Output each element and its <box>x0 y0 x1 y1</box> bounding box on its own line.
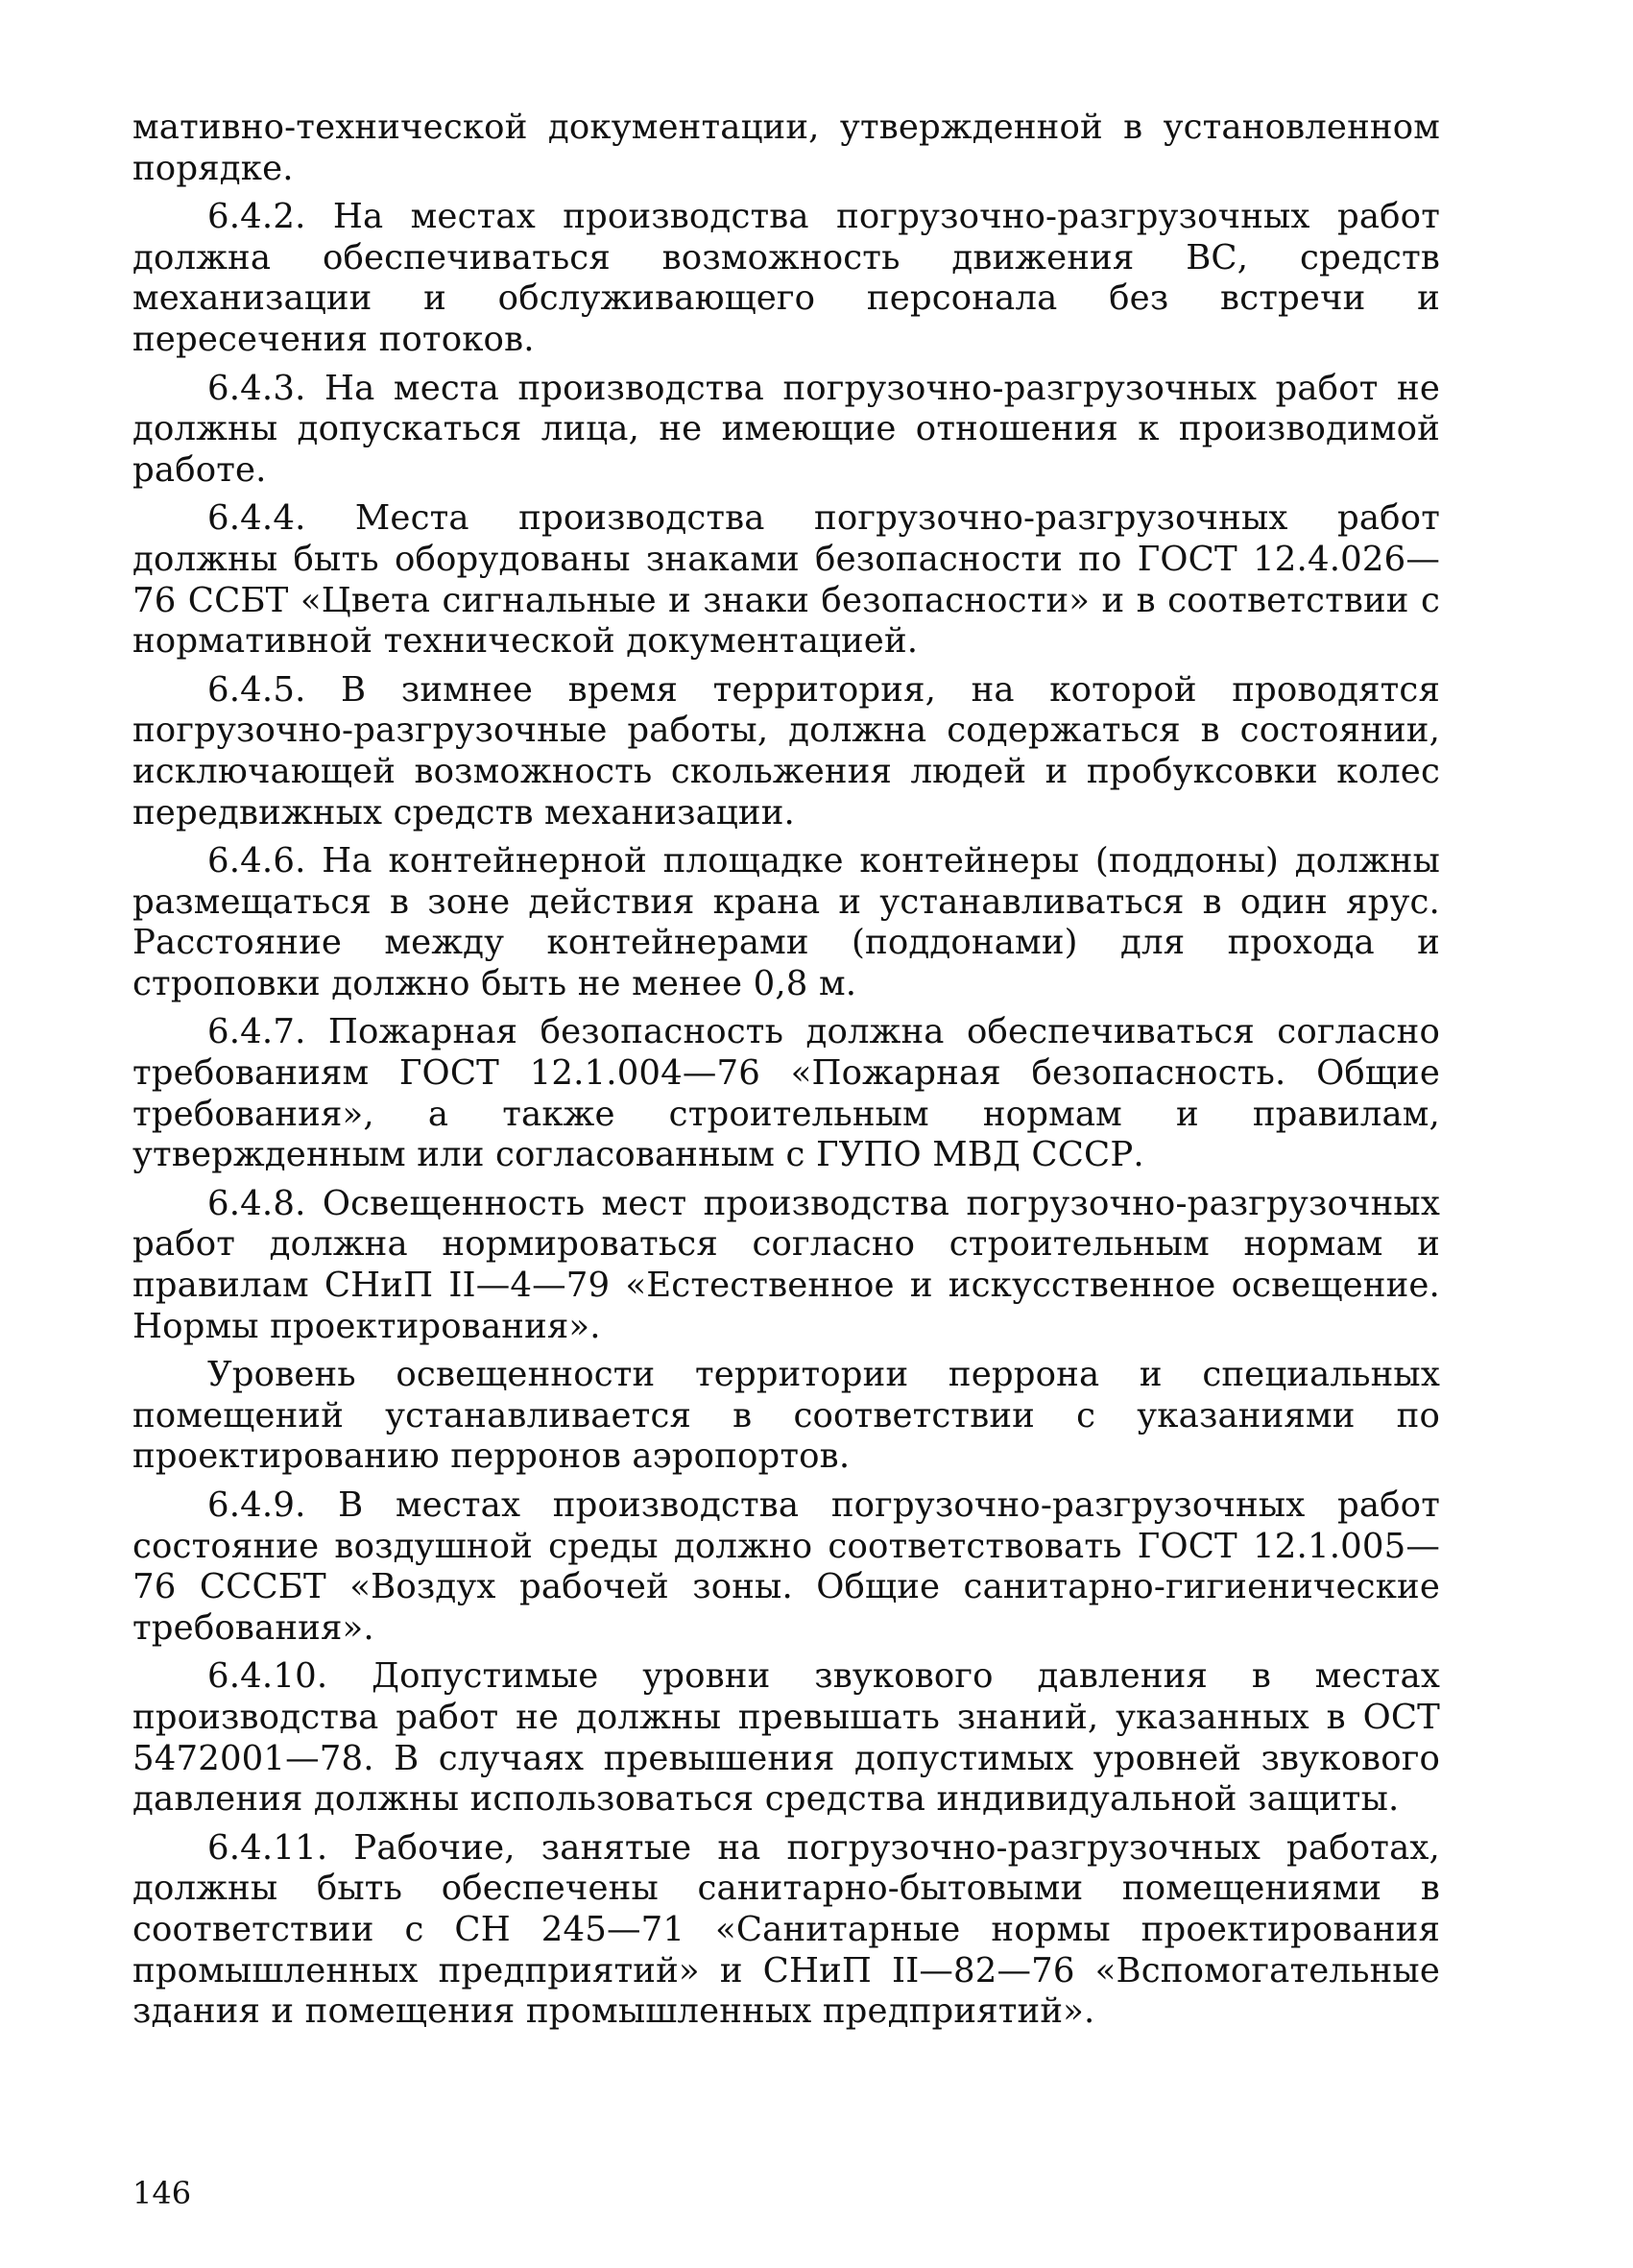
page-number: 146 <box>132 2175 192 2211</box>
document-body <box>132 108 1440 2040</box>
paragraph-6-4-3: 6.4.3. На места производства погрузочно-разгрузочных работ не должны допускаться лица, не имеющие отношения к производимой работе. <box>132 368 1440 490</box>
paragraph-6-4-4: 6.4.4. Места производства погрузочно-разгрузочных работ должны быть оборудованы знаками безопасности по ГОСТ 12.4.026—76 ССБТ «Цвета сигнальные и знаки безопасности» и в соответствии с нормативной технической документацией. <box>132 498 1440 662</box>
paragraph-6-4-11: 6.4.11. Рабочие, занятые на погрузочно-разгрузочных работах, должны быть обеспечены санитарно-бытовыми помещениями в соответствии с СН 245—71 «Санитарные нормы проектирования промышленных предприятий» и СНиП II—82—76 «Вспомогательные здания и помещения промышленных предприятий». <box>132 1827 1440 2032</box>
paragraph-6-4-8: 6.4.8. Освещенность мест производства погрузочно-разгрузочных работ должна нормироваться согласно строительным нормам и правилам СНиП II—4—79 «Естественное и искусственное освещение. Нормы проектирования». <box>132 1183 1440 1346</box>
paragraph-6-4-5: 6.4.5. В зимнее время территория, на которой проводятся погрузочно-разгрузочные работы, должна содержаться в состоянии, исключающей возможность скольжения людей и пробуксовки колес передвижных средств механизации. <box>132 669 1440 832</box>
paragraph-6-4-10: 6.4.10. Допустимые уровни звукового давления в местах производства работ не должны превышать знаний, указанных в ОСТ 5472001—78. В случаях превышения допустимых уровней звукового давления должны использоваться средства индивидуальной защиты. <box>132 1656 1440 1820</box>
paragraph-6-4-6: 6.4.6. На контейнерной площадке контейнеры (поддоны) должны размещаться в зоне действия крана и устанавливаться в один ярус. Расстояние между контейнерами (поддонами) для прохода и строповки должно быть не менее 0,8 м. <box>132 841 1440 1003</box>
paragraph-6-4-7: 6.4.7. Пожарная безопасность должна обеспечиваться согласно требованиям ГОСТ 12.1.004—76 «Пожарная безопасность. Общие требования», а также строительным нормам и правилам, утвержденным или согласованным с ГУПО МВД СССР. <box>132 1012 1440 1175</box>
paragraph-6-4-2: 6.4.2. На местах производства погрузочно-разгрузочных работ должна обеспечиваться возможность движения ВС, средств механизации и обслуживающего персонала без встречи и пересечения потоков. <box>132 197 1440 359</box>
paragraph-continuation: мативно-технической документации, утвержденной в установленном порядке. <box>132 108 1440 188</box>
paragraph-6-4-8-lighting: Уровень освещенности территории перрона и специальных помещений устанавливается в соответствии с указаниями по проектированию перронов аэропортов. <box>132 1355 1440 1477</box>
paragraph-6-4-9: 6.4.9. В местах производства погрузочно-разгрузочных работ состояние воздушной среды должно соответствовать ГОСТ 12.1.005—76 СССБТ «Воздух рабочей зоны. Общие санитарно-гигиенические требования». <box>132 1485 1440 1648</box>
